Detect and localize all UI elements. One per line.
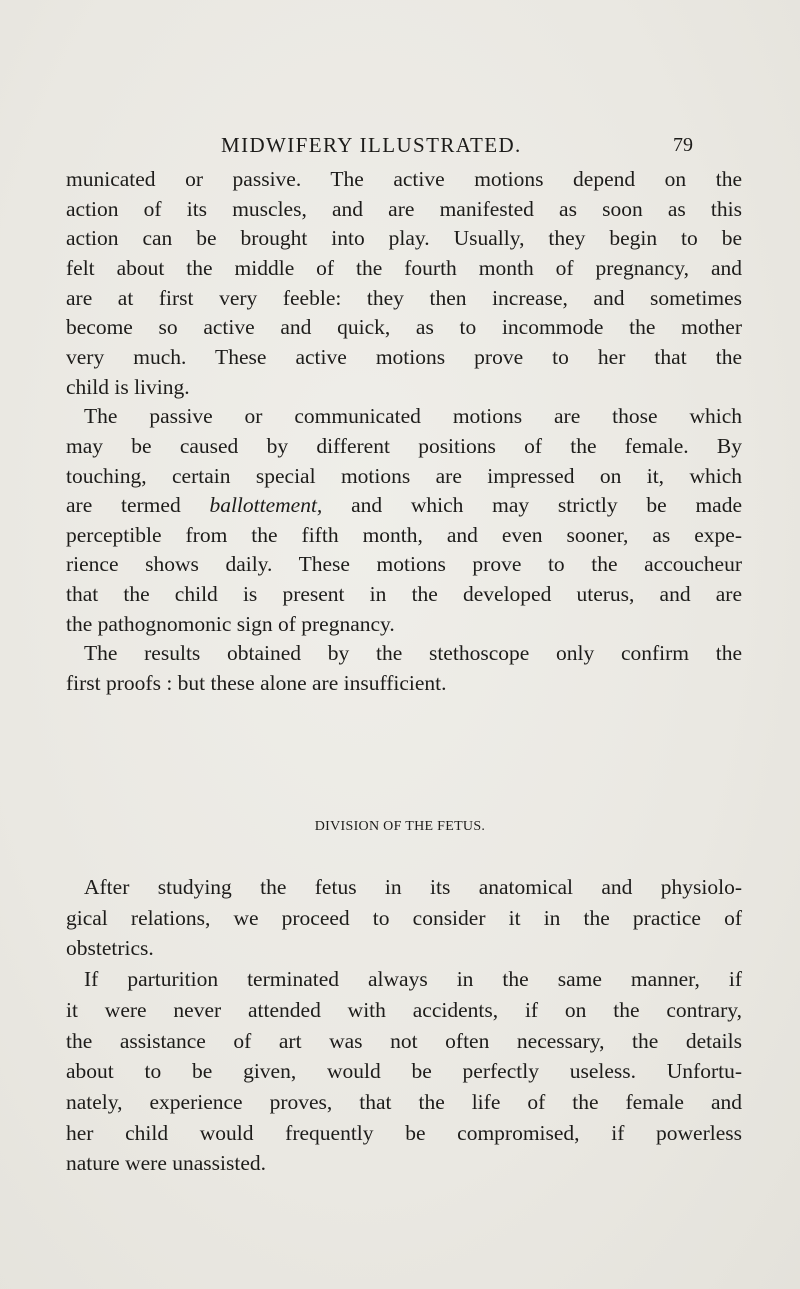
italic-term: ballottement, [209, 493, 323, 518]
running-title: MIDWIFERY ILLUSTRATED. [221, 133, 522, 157]
text-line: the pathognomonic sign of pregnancy. [66, 611, 395, 636]
text-line: are termed ballottement, and which may strictly be made [66, 493, 743, 518]
text-line: action can be brought into play. Usually, they begin to be [66, 226, 742, 251]
text-line: The passive or communicated motions are those which [84, 404, 742, 429]
text-line: perceptible from the fifth month, and even sooner, as expe- [66, 522, 742, 547]
text-line: municated or passive. The active motions depend on the [66, 167, 742, 191]
text-line: After studying the fetus in its anatomical and physiolo- [84, 875, 742, 899]
text-line: it were never attended with accidents, if on the contrary, [66, 997, 742, 1022]
text-line: child is living. [66, 374, 190, 399]
section-heading: DIVISION OF THE FETUS. [314, 819, 486, 834]
text-line: The results obtained by the stethoscope only confirm the [84, 641, 742, 666]
text-line: may be caused by different positions of the female. By [66, 433, 742, 458]
page-header [0, 133, 800, 163]
text-line: nature were unassisted. [66, 1151, 266, 1176]
text-line: very much. These active motions prove to her that the [66, 344, 742, 369]
text-line: are at first very feeble: they then increase, and sometimes [66, 285, 742, 310]
text-line: become so active and quick, as to incommode the mother [66, 315, 742, 340]
text-line: obstetrics. [66, 936, 154, 961]
text-line: rience shows daily. These motions prove to the accoucheur [66, 552, 742, 577]
text-line: If parturition terminated always in the same manner, if [84, 967, 742, 992]
text-line: about to be given, would be perfectly useless. Unfortu- [66, 1059, 742, 1084]
text-line: that the child is present in the developed uterus, and are [66, 582, 742, 607]
text-line: touching, certain special motions are impressed on it, which [66, 463, 742, 488]
text-line: felt about the middle of the fourth month of pregnancy, and [66, 255, 742, 280]
text-line: her child would frequently be compromised, if powerless [66, 1120, 742, 1145]
text-line: the assistance of art was not often necessary, the details [66, 1028, 742, 1053]
text-line: first proofs : but these alone are insufficient. [66, 671, 447, 696]
text-line: nately, experience proves, that the life of the female and [66, 1089, 742, 1114]
text-line: action of its muscles, and are manifested as soon as this [66, 196, 742, 221]
text-line: gical relations, we proceed to consider it in the practice of [66, 905, 742, 930]
page-number: 79 [673, 134, 693, 156]
